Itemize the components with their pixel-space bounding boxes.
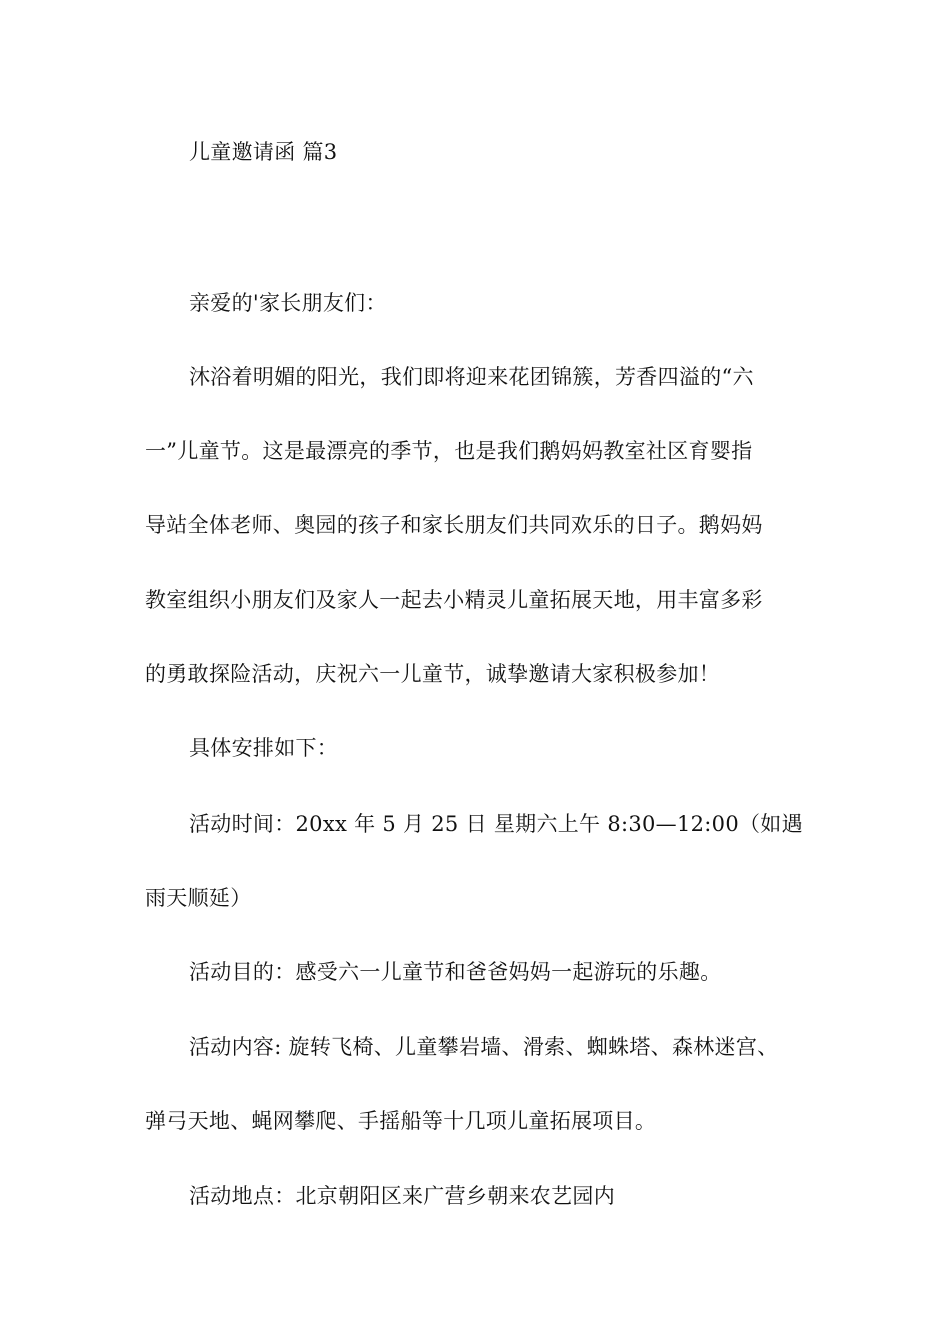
paragraph1-line-2: 一”儿童节。这是最漂亮的季节，也是我们鹅妈妈教室社区育婴指 (145, 439, 753, 463)
paragraph1-line-1: 沐浴着明媚的阳光，我们即将迎来花团锦簇，芳香四溢的“六 (189, 365, 754, 389)
activity-time-line-2: 雨天顺延） (145, 886, 252, 910)
paragraph1-line-3: 导站全体老师、奥园的孩子和家长朋友们共同欢乐的日子。鹅妈妈 (145, 513, 763, 537)
paragraph1-line-5: 的勇敢探险活动，庆祝六一儿童节，诚挚邀请大家积极参加！ (145, 662, 721, 686)
activity-content-line-1: 活动内容: 旋转飞椅、儿童攀岩墙、滑索、蜘蛛塔、森林迷宫、 (189, 1035, 779, 1059)
activity-content-line-2: 弹弓天地、蝇网攀爬、手摇船等十几项儿童拓展项目。 (145, 1109, 657, 1133)
document-title: 儿童邀请函 篇3 (189, 140, 338, 164)
greeting-line: 亲爱的'家长朋友们： (189, 291, 387, 315)
activity-purpose: 活动目的：感受六一儿童节和爸爸妈妈一起游玩的乐趣。 (189, 960, 722, 984)
activity-location: 活动地点：北京朝阳区来广营乡朝来农艺园内 (189, 1184, 615, 1208)
activity-time-line-1: 活动时间：20xx 年 5 月 25 日 星期六上午 8:30—12:00（如遇 (189, 812, 803, 836)
arrangement-intro: 具体安排如下： (189, 736, 339, 760)
paragraph1-line-4: 教室组织小朋友们及家人一起去小精灵儿童拓展天地，用丰富多彩 (145, 588, 763, 612)
